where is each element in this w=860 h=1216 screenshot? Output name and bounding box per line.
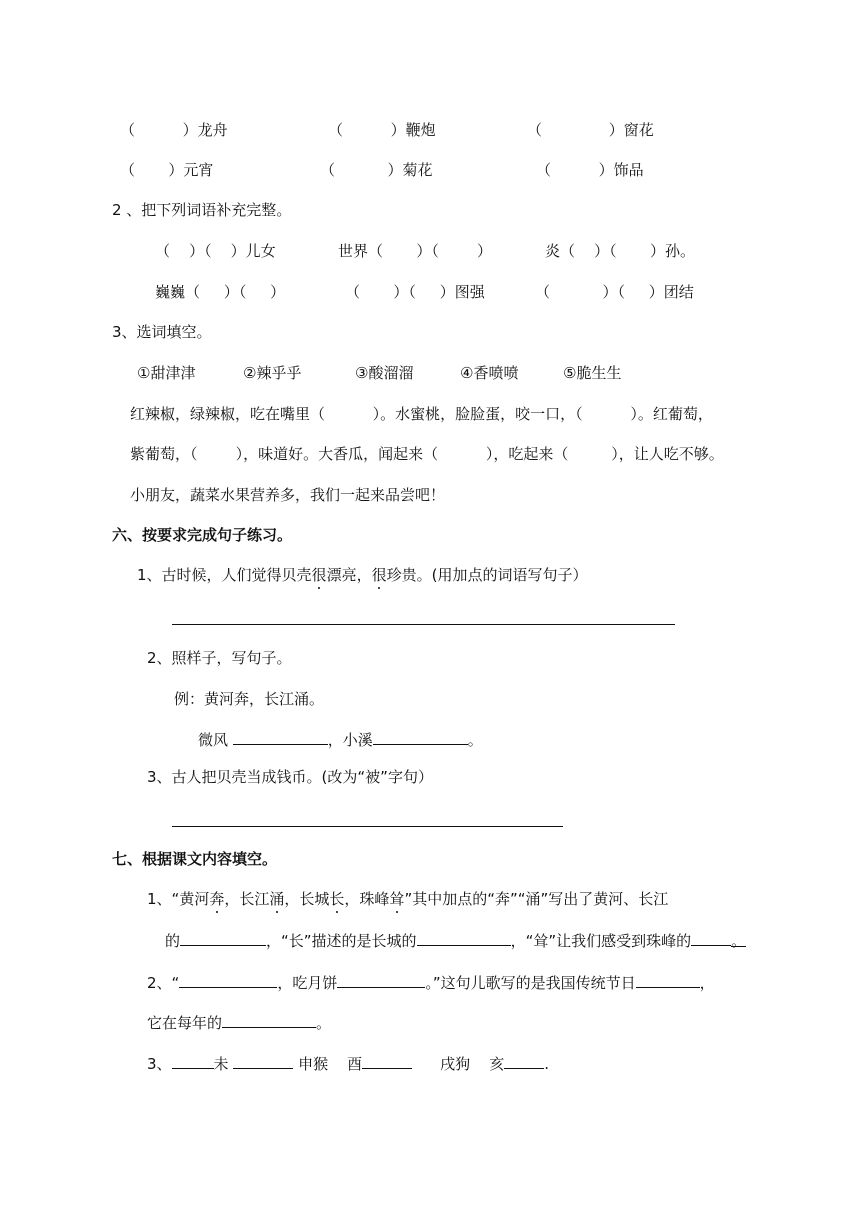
s7-q1-dotted-chang: 长 bbox=[329, 890, 345, 908]
s7-q3-text-b: 未 bbox=[213, 1055, 234, 1073]
s7-q1-blank-3[interactable] bbox=[691, 930, 731, 946]
s7-q1-l2-text-a: 的 bbox=[165, 932, 181, 950]
s7-q3-line bbox=[147, 1053, 549, 1074]
s6-q1-text-a: 1、古时候，人们觉得贝壳 bbox=[137, 566, 312, 584]
s7-q2-line-2 bbox=[147, 1012, 331, 1033]
s7-q2-blank-1[interactable] bbox=[179, 972, 277, 988]
q1-item-dragon-boat: （ ）龙舟 bbox=[120, 121, 228, 139]
s6-q2-text-c: 。 bbox=[467, 731, 483, 749]
s7-q2-blank-4[interactable] bbox=[222, 1012, 316, 1028]
s7-q2-l2-text-b: 。 bbox=[316, 1014, 332, 1032]
s7-q1-blank-1[interactable] bbox=[180, 930, 266, 946]
s7-q3-text-d: 戌狗 亥 bbox=[440, 1055, 505, 1073]
q2-title: 2 、把下列词语补充完整。 bbox=[112, 201, 292, 219]
s7-q2-blank-2[interactable] bbox=[337, 972, 425, 988]
s6-q2-text-a: 微风 bbox=[198, 731, 233, 749]
s6-q2-title: 2、照样子，写句子。 bbox=[147, 649, 292, 667]
s7-q3-blank-3[interactable] bbox=[362, 1053, 412, 1069]
s6-q2-text-b: ，小溪 bbox=[327, 731, 373, 749]
s7-q1-text-1: 1、“黄河 bbox=[147, 890, 210, 908]
s7-q1-dotted-ben: 奔 bbox=[209, 890, 225, 908]
s7-q1-text-5: ”其中加点的“奔”“涌”写出了黄河、长江 bbox=[404, 890, 669, 908]
q3-title: 3、选词填空。 bbox=[112, 323, 212, 341]
s7-q2-text-c: 。”这句儿歌写的是我国传统节日 bbox=[425, 974, 636, 992]
q3-option-5: ⑤脆生生 bbox=[563, 364, 622, 382]
q3-paragraph-line-3: 小朋友，蔬菜水果营养多，我们一起来品尝吧！ bbox=[130, 486, 446, 504]
q3-paragraph-line-1: 红辣椒，绿辣椒，吃在嘴里（ ）。水蜜桃，脸脸蛋，咬一口，（ ）。红葡萄， bbox=[130, 405, 713, 423]
s6-q3-answer-line[interactable] bbox=[172, 826, 563, 827]
q3-option-3: ③酸溜溜 bbox=[355, 364, 414, 382]
s6-q1-text-c: 珍贵。(用加点的词语写句子） bbox=[386, 566, 588, 584]
s6-q3-prompt: 3、古人把贝壳当成钱币。(改为“被”字句） bbox=[147, 768, 433, 786]
q2-idiom-4: 巍巍（ ）（ ） bbox=[155, 283, 286, 301]
s7-q1-line-1 bbox=[147, 889, 668, 909]
s7-q2-line-1 bbox=[147, 972, 715, 993]
s7-q3-text-a: 3、 bbox=[147, 1055, 172, 1073]
s6-q2-example: 例：黄河奔，长江涌。 bbox=[174, 690, 325, 708]
s7-q2-text-d: ， bbox=[699, 974, 715, 992]
q3-paragraph-line-2: 紫葡萄，（ ），味道好。大香瓜，闻起来（ ），吃起来（ ），让人吃不够。 bbox=[130, 445, 724, 463]
s6-q1-answer-line[interactable] bbox=[172, 624, 675, 625]
section-7-title: 七、根据课文内容填空。 bbox=[112, 850, 278, 868]
s7-q1-l2-text-c: ，“耸”让我们感受到珠峰的 bbox=[510, 932, 692, 950]
s7-q3-text-e: . bbox=[544, 1055, 550, 1073]
s6-q2-blank-2[interactable] bbox=[373, 729, 468, 745]
s7-q1-text-4: ，珠峰 bbox=[344, 890, 390, 908]
s7-q1-l2-text-b: ，“长”描述的是长城的 bbox=[266, 932, 417, 950]
q2-idiom-1: （ ）（ ）儿女 bbox=[155, 242, 276, 260]
q3-option-4: ④香喷喷 bbox=[460, 364, 519, 382]
q3-option-1: ①甜津津 bbox=[137, 364, 196, 382]
s6-q1-dotted-2: 很 bbox=[371, 566, 387, 584]
s7-q1-text-3: ，长城 bbox=[284, 890, 330, 908]
s6-q1-text-b: 漂亮， bbox=[326, 566, 372, 584]
q1-item-firecrackers: （ ）鞭炮 bbox=[328, 121, 436, 139]
q2-idiom-6: （ ）（ ）团结 bbox=[535, 283, 694, 301]
s7-q2-text-a: 2、“ bbox=[147, 974, 180, 992]
s7-q1-line-2 bbox=[165, 930, 746, 951]
s7-q1-text-2: ，长江 bbox=[224, 890, 270, 908]
q1-item-yuanxiao: （ ）元宵 bbox=[120, 161, 214, 179]
s6-q2-fill bbox=[198, 729, 483, 750]
s6-q2-blank-1[interactable] bbox=[233, 729, 328, 745]
s7-q3-blank-1[interactable] bbox=[172, 1053, 214, 1069]
q1-item-chrysanthemum: （ ）菊花 bbox=[320, 161, 433, 179]
q2-idiom-3: 炎（ ）（ ）孙。 bbox=[545, 242, 695, 260]
q1-item-window-flowers: （ ）窗花 bbox=[527, 121, 654, 139]
s7-q3-blank-4[interactable] bbox=[504, 1053, 544, 1069]
s7-q2-blank-3[interactable] bbox=[636, 972, 700, 988]
s7-q1-dotted-song: 耸 bbox=[389, 890, 405, 908]
s6-q1-dotted-1: 很 bbox=[311, 566, 327, 584]
s7-q1-l2-text-d: 。 bbox=[731, 932, 747, 950]
q3-option-2: ②辣乎乎 bbox=[243, 364, 302, 382]
section-6-title: 六、按要求完成句子练习。 bbox=[112, 526, 293, 544]
s7-q2-text-b: ，吃月饼 bbox=[277, 974, 338, 992]
s7-q1-dotted-yong: 涌 bbox=[269, 890, 285, 908]
s7-q3-text-c: 申猴 酉 bbox=[293, 1055, 363, 1073]
s6-q1-prompt bbox=[137, 565, 587, 585]
s7-q1-blank-2[interactable] bbox=[417, 930, 511, 946]
q1-item-ornaments: （ ）饰品 bbox=[536, 161, 644, 179]
s7-q2-l2-text-a: 它在每年的 bbox=[147, 1014, 223, 1032]
q2-idiom-5: （ ）（ ）图强 bbox=[345, 283, 485, 301]
s7-q3-blank-2[interactable] bbox=[233, 1053, 293, 1069]
q2-idiom-2: 世界（ ）（ ） bbox=[338, 242, 493, 260]
